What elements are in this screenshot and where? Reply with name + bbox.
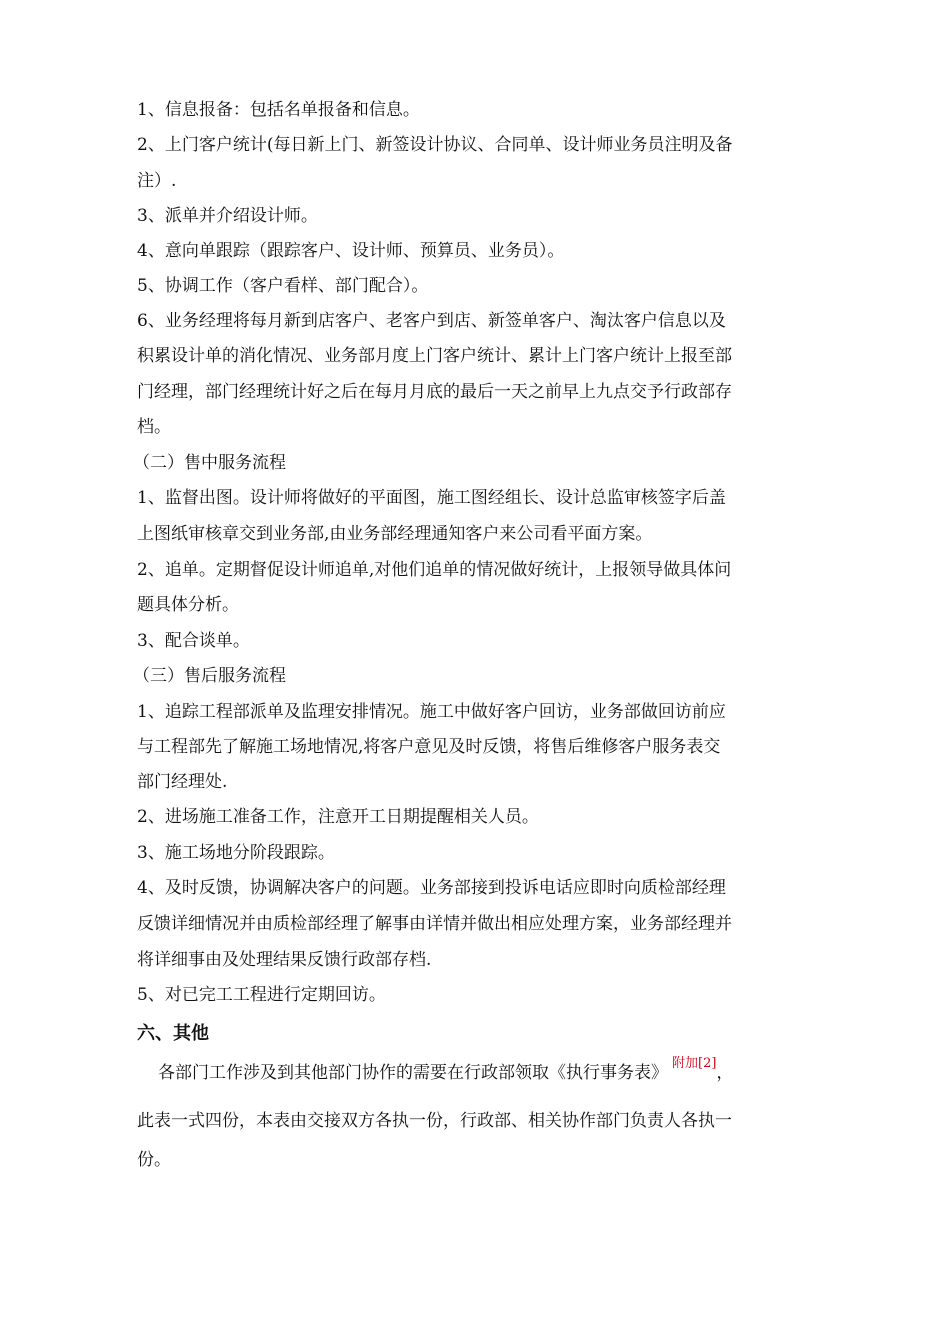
list-item: 2、进场施工准备工作，注意开工日期提醒相关人员。 (137, 807, 539, 827)
list-item: 部门经理处. (137, 772, 228, 792)
list-item: 与工程部先了解施工场地情况,将客户意见及时反馈，将售后维修客户服务表交 (137, 737, 721, 757)
list-item: 3、配合谈单。 (137, 631, 250, 651)
list-item: 1、信息报备：包括名单报备和信息。 (137, 100, 420, 120)
paragraph-punct: ， (716, 1063, 734, 1083)
section-heading: 六、其他 (137, 1023, 209, 1044)
list-item: 上图纸审核章交到业务部,由业务部经理通知客户来公司看平面方案。 (137, 524, 653, 544)
list-item: 注）. (137, 171, 177, 191)
list-item: 6、业务经理将每月新到店客户、老客户到店、新签单客户、淘汰客户信息以及 (137, 311, 726, 331)
list-item: 题具体分析。 (137, 595, 239, 615)
paragraph-line: 份。 (137, 1150, 171, 1170)
section-title: （二）售中服务流程 (133, 453, 286, 473)
section-title: （三）售后服务流程 (133, 666, 286, 686)
annotation-link[interactable]: 附加[2] (672, 1056, 717, 1071)
list-item: 5、协调工作（客户看样、部门配合）。 (137, 276, 429, 296)
list-item: 5、对已完工工程进行定期回访。 (137, 985, 386, 1005)
paragraph-line (158, 1056, 848, 1086)
list-item: 档。 (137, 417, 171, 437)
list-item: 积累设计单的消化情况、业务部月度上门客户统计、累计上门客户统计上报至部 (137, 346, 732, 366)
list-item: 1、监督出图。设计师将做好的平面图，施工图经组长、设计总监审核签字后盖 (137, 488, 726, 508)
list-item: 4、及时反馈，协调解决客户的问题。业务部接到投诉电话应即时向质检部经理 (137, 878, 726, 898)
list-item: 2、追单。定期督促设计师追单,对他们追单的情况做好统计，上报领导做具体问 (137, 560, 732, 580)
list-item: 1、追踪工程部派单及监理安排情况。施工中做好客户回访，业务部做回访前应 (137, 702, 726, 722)
paragraph-text: 各部门工作涉及到其他部门协作的需要在行政部领取《执行事务表》 (158, 1063, 668, 1083)
list-item: 4、意向单跟踪（跟踪客户、设计师、预算员、业务员）。 (137, 241, 565, 261)
list-item: 将详细事由及处理结果反馈行政部存档. (137, 950, 432, 970)
list-item: 3、派单并介绍设计师。 (137, 206, 318, 226)
list-item: 门经理，部门经理统计好之后在每月月底的最后一天之前早上九点交予行政部存 (137, 382, 732, 402)
list-item: 3、施工场地分阶段跟踪。 (137, 843, 335, 863)
list-item: 反馈详细情况并由质检部经理了解事由详情并做出相应处理方案，业务部经理并 (137, 914, 732, 934)
paragraph-line: 此表一式四份，本表由交接双方各执一份，行政部、相关协作部门负责人各执一 (137, 1111, 732, 1131)
list-item: 2、上门客户统计(每日新上门、新签设计协议、合同单、设计师业务员注明及备 (137, 135, 733, 155)
